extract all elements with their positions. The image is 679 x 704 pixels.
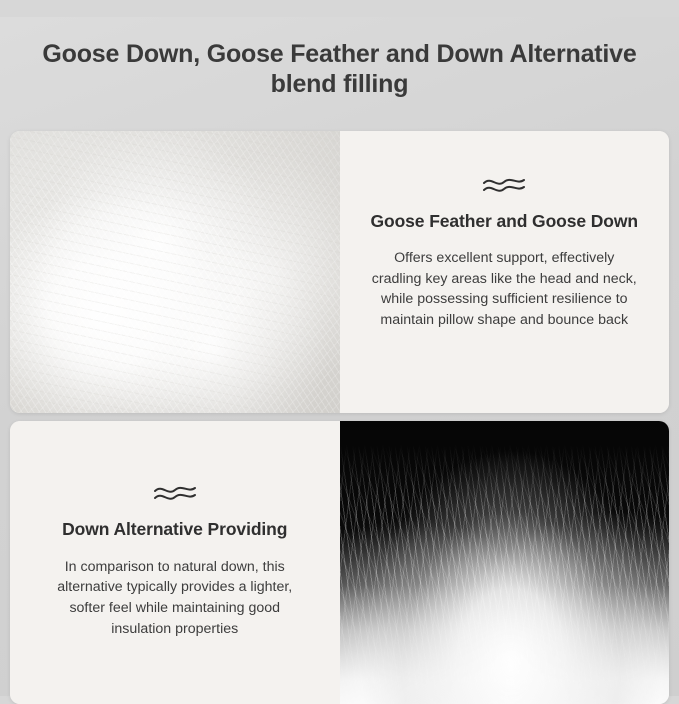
feature-card-text-alternative — [10, 421, 340, 704]
feature-card-goose-feather-down — [10, 131, 669, 413]
feature-card-body: In comparison to natural down, this alternative typically provides a lighter, softer feel while maintaining good insulation properties — [57, 558, 293, 637]
wave-lines-icon — [153, 484, 197, 504]
goose-feather-photo — [10, 131, 340, 413]
feature-card-down-alternative — [10, 421, 669, 704]
feature-card-body: Offers excellent support, effectively cradling key areas like the head and neck, while possessing sufficient resilience to maintain pillow shape and bounce back — [371, 249, 637, 329]
down-alternative-fiber-photo — [340, 421, 670, 704]
feature-card-text-goose — [340, 131, 670, 413]
product-feature-page — [0, 17, 679, 696]
page-title: Goose Down, Goose Feather and Down Alternative blend filling — [42, 39, 637, 99]
feature-card-title: Down Alternative Providing — [62, 519, 288, 540]
feature-card-title: Goose Feather and Goose Down — [370, 210, 639, 231]
wave-lines-icon — [482, 176, 526, 196]
